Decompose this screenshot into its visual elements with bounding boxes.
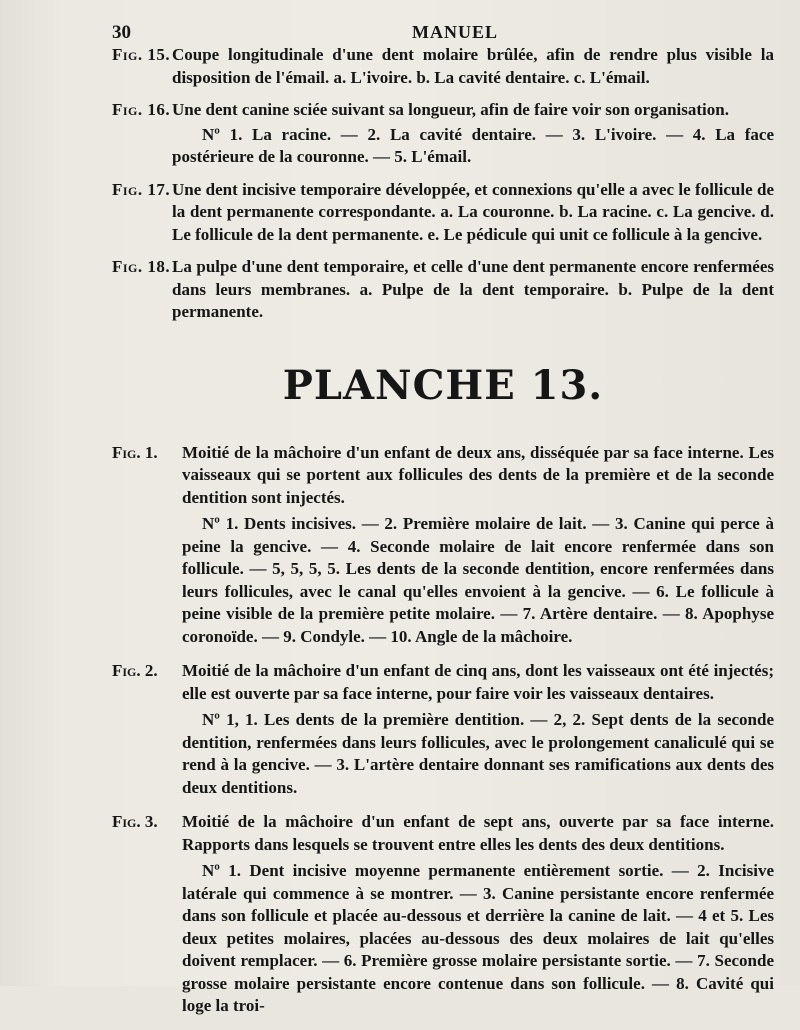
plate-figure-caption bbox=[112, 442, 774, 510]
figure-label: Fig. 3. bbox=[112, 812, 158, 831]
figure-label: Fig. 18. bbox=[112, 257, 171, 276]
figure-text: Coupe longitudinale d'une dent molaire brûlée, afin de rendre plus visible la disposition de l'émail. a. L'ivoire. b. La cavité dentaire. c. L'émail. bbox=[172, 45, 774, 87]
plate-figure-caption bbox=[112, 660, 774, 705]
plate-figure bbox=[112, 660, 774, 799]
figure-caption bbox=[112, 44, 774, 89]
figure-items-text: Nº 1. Dent incisive moyenne permanente entièrement sortie. — 2. Incisive latérale qui commence à se montrer. — 3. Canine persistante encore renfermée dans son follicule et placée au-dessous et derrière la canine de lait. — 4 et 5. Les deux petites molaires, placées au-dessous des deux molaires de lait qu'elles doivent remplacer. — 6. Première grosse molaire persistante sortie. — 7. Seconde grosse molaire persistante encore contenue dans son follicule. — 8. Cavité qui loge la troi- bbox=[182, 861, 774, 1015]
figure-text: Moitié de la mâchoire d'un enfant de cinq ans, dont les vaisseaux ont été injectés; elle est ouverte par sa face interne, pour faire voir les vaisseaux dentaires. bbox=[182, 661, 774, 703]
figure-text: Moitié de la mâchoire d'un enfant de deux ans, disséquée par sa face interne. Les vaisseaux qui se portent aux follicules des dents de la première et de la seconde dentition sont injectés. bbox=[182, 442, 774, 507]
figure-caption bbox=[112, 256, 774, 324]
plate-figure-caption bbox=[112, 811, 774, 856]
figure-text: Une dent incisive temporaire développée, et connexions qu'elle a avec le follicule de la dent permanente correspondante. a. La couronne. b. La racine. c. La gencive. d. Le follicule de la dent permanente. e. Le pédicule qui unit ce follicule à la gencive. bbox=[172, 179, 774, 244]
figure-items-text: Nº 1. La racine. — 2. La cavité dentaire. — 3. L'ivoire. — 4. La face postérieure de la couronne. — 5. L'émail. bbox=[172, 124, 774, 166]
figure-label: Fig. 16. bbox=[112, 100, 171, 119]
figure-text: La pulpe d'une dent temporaire, et celle d'une dent permanente encore renfermées dans leurs membranes. a. Pulpe de la dent temporaire. b. Pulpe de la dent permanente. bbox=[172, 257, 774, 321]
figure-items bbox=[112, 513, 774, 648]
figure-label: Fig. 2. bbox=[112, 661, 158, 680]
running-head: MANUEL bbox=[412, 22, 498, 42]
figure-items bbox=[112, 124, 774, 169]
figure-caption bbox=[112, 179, 774, 247]
figure-items bbox=[112, 860, 774, 1018]
plate-figure bbox=[112, 442, 774, 649]
figure-caption bbox=[112, 99, 774, 122]
page-content bbox=[112, 44, 774, 1030]
plate-figure bbox=[112, 811, 774, 1018]
figure-text: Une dent canine sciée suivant sa longueur, afin de faire voir son organisation. bbox=[172, 100, 729, 119]
figure-label: Fig. 15. bbox=[112, 45, 171, 64]
figure-items-text: Nº 1. Dents incisives. — 2. Première molaire de lait. — 3. Canine qui perce à peine la gencive. — 4. Seconde molaire de lait encore renfermée dans son follicule. — 5, 5, 5, 5. Les dents de la seconde dentition, encore renfermées dans leurs follicules, avec le canal qu'elles envoient à la gencive. — 6. Le follicule à peine visible de la première petite molaire. — 7. Artère dentaire. — 8. Apophyse coronoïde. — 9. Condyle. — 10. Angle de la mâchoire. bbox=[182, 514, 774, 646]
figure-items bbox=[112, 709, 774, 799]
figure-text: Moitié de la mâchoire d'un enfant de sept ans, ouverte par sa face interne. Rapports dans lesquels se trouvent entre elles les dents des deux dentitions. bbox=[182, 812, 774, 854]
figure-items-text: Nº 1, 1. Les dents de la première dentition. — 2, 2. Sept dents de la seconde dentition, renfermées dans leurs follicules, avec le prolongement canaliculé qui se rend à la gencive. — 3. L'artère dentaire donnant ses ramifications aux dents des deux dentitions. bbox=[182, 710, 774, 797]
page-number: 30 bbox=[112, 22, 131, 43]
figure-label: Fig. 17. bbox=[112, 179, 171, 199]
plate-title: PLANCHE 13. bbox=[282, 361, 604, 409]
figure-label: Fig. 1. bbox=[112, 442, 158, 462]
